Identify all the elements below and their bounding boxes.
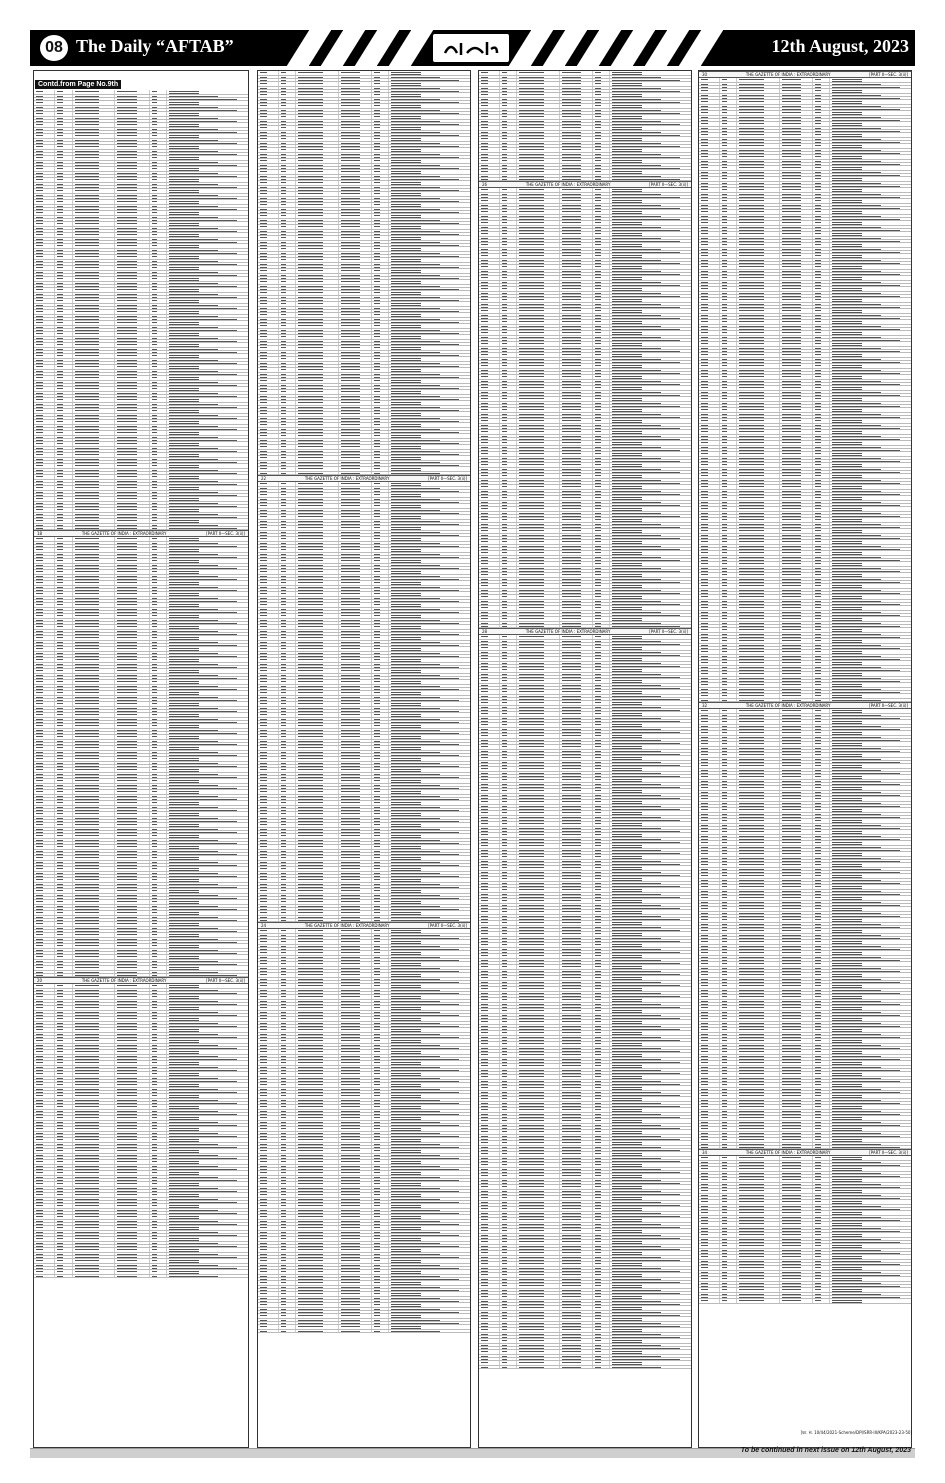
section-header: 22 THE GAZETTE OF INDIA : EXTRAORDINARY [PART II—SEC. 3(ii)] — [258, 475, 470, 482]
continued-note: To be continued in next issue on 12th August, 2023 — [740, 1447, 911, 1454]
section-header: 30 THE GAZETTE OF INDIA : EXTRAORDINARY [PART II—SEC. 3(ii)] — [699, 71, 911, 78]
column-1 — [33, 70, 249, 1448]
issue-date: 12th August, 2023 — [771, 36, 909, 56]
newspaper-logo — [432, 33, 510, 63]
gazette-table-row — [258, 1330, 470, 1333]
section-header: 28 THE GAZETTE OF INDIA : EXTRAORDINARY [PART II—SEC. 3(ii)] — [479, 628, 691, 635]
gazette-table-row — [699, 1299, 911, 1304]
newspaper-title: The Daily “AFTAB” — [76, 36, 234, 56]
section-header: 26 THE GAZETTE OF INDIA : EXTRAORDINARY [PART II—SEC. 3(ii)] — [479, 181, 691, 188]
gazette-table-row — [479, 1366, 691, 1369]
continued-from-label: Contd.from Page No.9th — [35, 80, 121, 89]
logo-icon — [441, 37, 501, 59]
gazette-table-row — [34, 1275, 248, 1278]
column-3 — [478, 70, 692, 1448]
section-header: 18 THE GAZETTE OF INDIA : EXTRAORDINARY [PART II—SEC. 3(ii)] — [34, 530, 248, 537]
column-4 — [698, 70, 912, 1448]
section-header: 20 THE GAZETTE OF INDIA : EXTRAORDINARY [PART II—SEC. 3(ii)] — [34, 977, 248, 984]
imprint-line: [फा. सं. 10/44/2021-Scheme/DPI/SRR-III/KPA/2023-23-50] — [800, 1430, 912, 1435]
section-header: 24 THE GAZETTE OF INDIA : EXTRAORDINARY [PART II—SEC. 3(ii)] — [258, 922, 470, 929]
section-header: 34 THE GAZETTE OF INDIA : EXTRAORDINARY [PART II—SEC. 3(ii)] — [699, 1149, 911, 1156]
page-number: 08 — [38, 33, 70, 63]
column-2 — [257, 70, 471, 1448]
section-header: 32 THE GAZETTE OF INDIA : EXTRAORDINARY [PART II—SEC. 3(ii)] — [699, 702, 911, 709]
